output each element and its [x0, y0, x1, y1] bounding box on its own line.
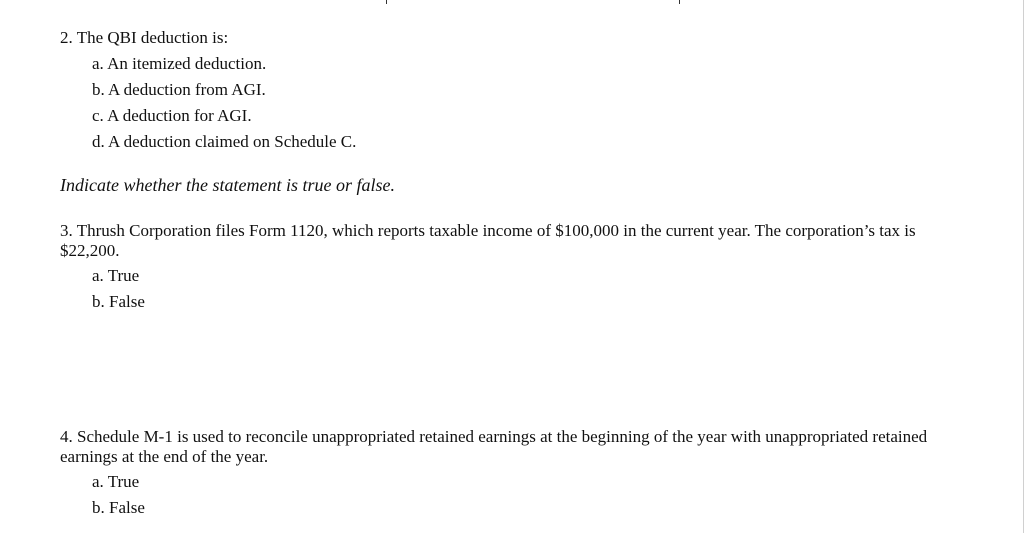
page-edge-mark: [386, 0, 387, 4]
page-edge-mark: [679, 0, 680, 4]
answer-option-c: c. A deduction for AGI.: [92, 106, 252, 125]
answer-option-b: b. False: [92, 498, 145, 517]
question-2: [60, 28, 960, 152]
section-instruction: Indicate whether the statement is true or false.: [60, 175, 395, 195]
answer-option-a: a. An itemized deduction.: [92, 54, 267, 73]
answer-option-b: b. A deduction from AGI.: [92, 80, 266, 99]
question-text: 3. Thrush Corporation files Form 1120, which reports taxable income of $100,000 in the current year. The corporation’s tax is $22,200.: [60, 221, 916, 260]
answer-option-a: a. True: [92, 472, 140, 491]
question-3: [60, 221, 950, 312]
question-text: 4. Schedule M-1 is used to reconcile unappropriated retained earnings at the beginning of the year with unappropriated retained earnings at the end of the year.: [60, 427, 928, 466]
answer-option-d: d. A deduction claimed on Schedule C.: [92, 132, 357, 151]
question-4: [60, 427, 950, 518]
question-text: 2. The QBI deduction is:: [60, 28, 229, 47]
answer-option-b: b. False: [92, 292, 145, 311]
answer-option-a: a. True: [92, 266, 140, 285]
